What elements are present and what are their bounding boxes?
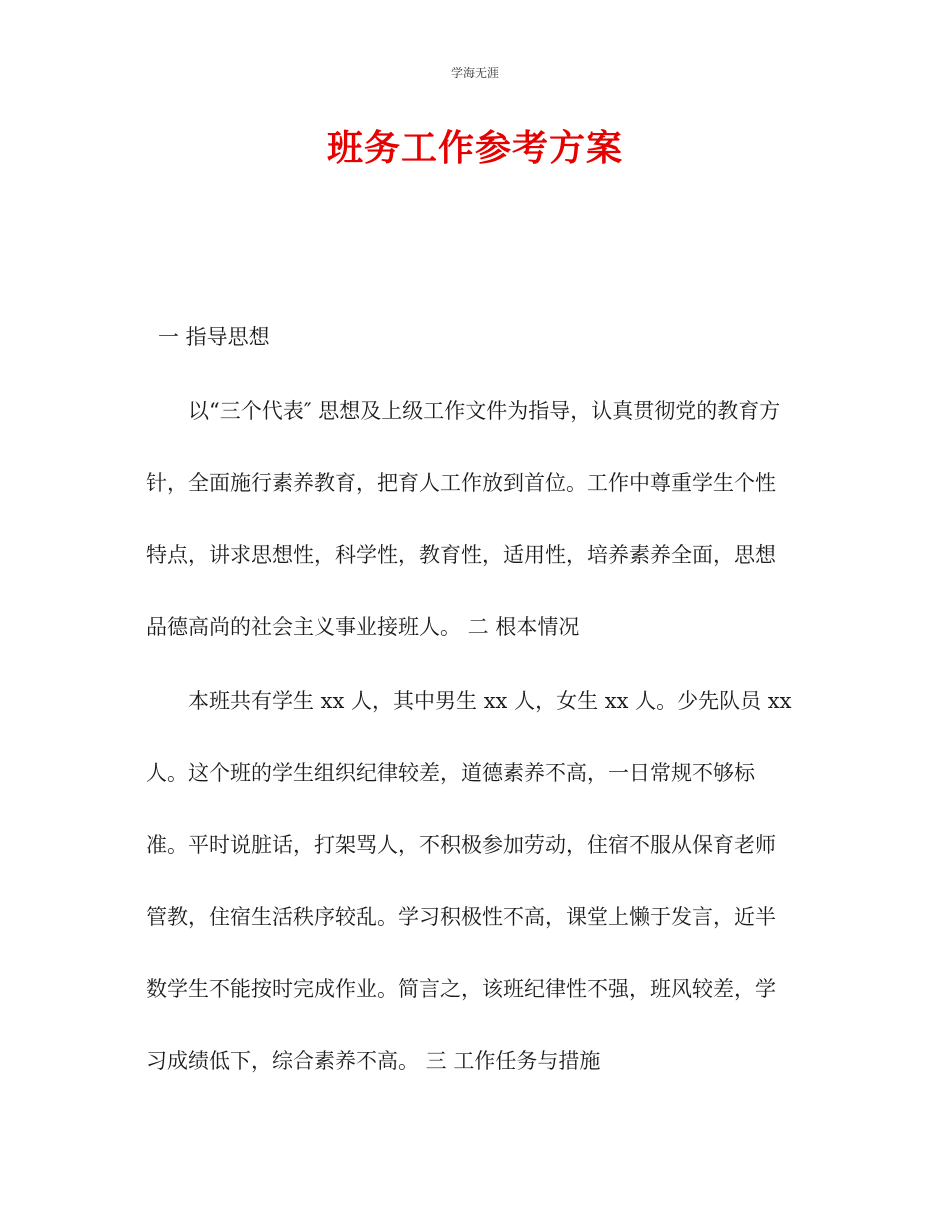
page-header: 学海无涯 (450, 66, 499, 80)
paragraph-line: 习成绩低下，综合素养不高。 三 工作任务与措施 (146, 1049, 601, 1073)
paragraph-line: 以“三个代表″ 思想及上级工作文件为指导，认真贯彻党的教育方 (188, 399, 781, 423)
paragraph-line: 管教，住宿生活秩序较乱。学习积极性不高，课堂上懒于发言，近半 (146, 905, 776, 929)
section-heading-guiding-ideology: 一 指导思想 (158, 325, 270, 349)
paragraph-line: 品德高尚的社会主义事业接班人。 二 根本情况 (146, 615, 580, 639)
paragraph-line: 人。这个班的学生组织纪律较差，道德素养不高，一日常规不够标 (146, 761, 755, 785)
paragraph-line: 针，全面施行素养教育，把育人工作放到首位。工作中尊重学生个性 (146, 471, 776, 495)
paragraph-line: 准。平时说脏话，打架骂人，不积极参加劳动，住宿不服从保育老师 (146, 833, 776, 857)
paragraph-line: 特点，讲求思想性，科学性，教育性，适用性，培养素养全面，思想 (146, 543, 776, 567)
paragraph-line: 本班共有学生 xx 人，其中男生 xx 人，女生 xx 人。少先队员 xx (188, 689, 792, 713)
paragraph-line: 数学生不能按时完成作业。简言之，该班纪律性不强，班风较差，学 (146, 977, 776, 1001)
document-title: 班务工作参考方案 (326, 128, 623, 169)
